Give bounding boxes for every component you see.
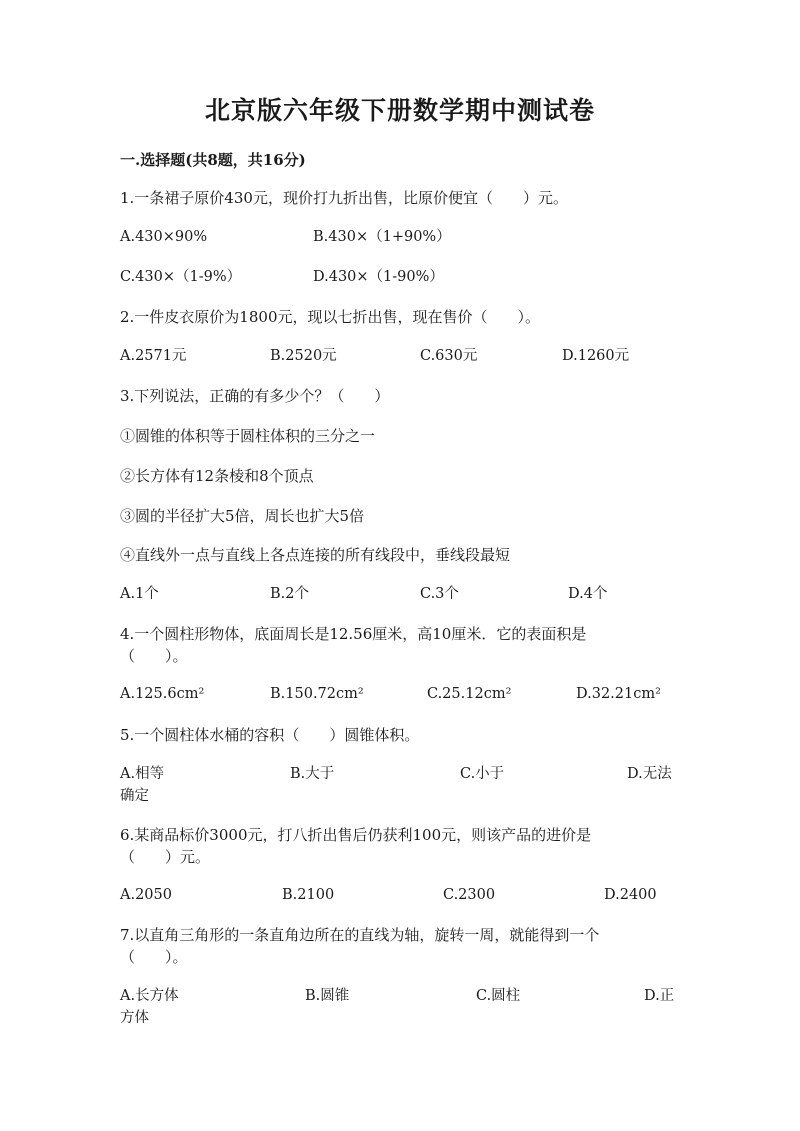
question-3-option-d: D.4个	[568, 586, 608, 602]
question-3-option-b: B.2个	[270, 586, 309, 602]
question-5-text: 5.一个圆柱体水桶的容积（ ）圆锥体积。	[120, 726, 420, 744]
question-3-option-c: C.3个	[420, 586, 459, 602]
question-6-text: 6.某商品标价3000元，打八折出售后仍获利100元，则该产品的进价是	[120, 826, 592, 844]
question-4-option-c: C.25.12cm²	[427, 686, 512, 702]
question-5-option-a: A.相等	[120, 766, 165, 782]
question-6-option-d: D.2400	[604, 887, 657, 903]
question-4-option-d: D.32.21cm²	[576, 686, 661, 702]
question-7-option-c: C.圆柱	[476, 988, 521, 1004]
question-6-text-cont: （ ）元。	[120, 848, 211, 866]
question-6-option-a: A.2050	[120, 887, 172, 903]
question-6-option-b: B.2100	[282, 887, 335, 903]
question-7-option-d: D.正	[644, 988, 675, 1004]
question-1-option-d: D.430×（1-90%）	[313, 269, 444, 285]
question-6-option-c: C.2300	[443, 887, 496, 903]
question-5-option-d: D.无法	[627, 766, 672, 782]
question-2-option-a: A.2571元	[120, 348, 187, 364]
question-3-statement-2: ②长方体有12条棱和8个顶点	[120, 467, 314, 485]
question-5-option-b: B.大于	[290, 766, 335, 782]
question-2-option-c: C.630元	[420, 348, 478, 364]
question-3-statement-1: ①圆锥的体积等于圆柱体积的三分之一	[120, 427, 376, 445]
question-5-option-d-cont: 确定	[120, 788, 149, 804]
question-3-text: 3.下列说法，正确的有多少个？（ ）	[120, 387, 390, 405]
question-2-option-b: B.2520元	[270, 348, 337, 364]
question-1-option-c: C.430×（1-9%）	[120, 269, 242, 285]
question-7-option-a: A.长方体	[120, 988, 179, 1004]
question-5-option-c: C.小于	[460, 766, 505, 782]
question-1-option-b: B.430×（1+90%）	[313, 229, 451, 245]
question-4-text: 4.一个圆柱形物体，底面周长是12.56厘米，高10厘米．它的表面积是	[120, 625, 587, 643]
question-2-option-d: D.1260元	[562, 348, 630, 364]
page-title: 北京版六年级下册数学期中测试卷	[204, 96, 595, 125]
question-4-option-a: A.125.6cm²	[120, 686, 205, 702]
question-3-statement-4: ④直线外一点与直线上各点连接的所有线段中，垂线段最短	[120, 546, 511, 564]
question-3-statement-3: ③圆的半径扩大5倍，周长也扩大5倍	[120, 507, 365, 525]
question-1-text: 1.一条裙子原价430元，现价打九折出售，比原价便宜（ ）元。	[120, 189, 568, 207]
question-7-text: 7.以直角三角形的一条直角边所在的直线为轴，旋转一周，就能得到一个	[120, 926, 600, 944]
question-1-option-a: A.430×90%	[120, 229, 208, 245]
question-7-text-cont: （ ）。	[120, 948, 188, 966]
question-4-text-cont: （ ）。	[120, 647, 188, 665]
section-heading: 一.选择题(共8题，共16分)	[120, 151, 306, 169]
question-2-text: 2.一件皮衣原价为1800元，现以七折出售，现在售价（ ）。	[120, 308, 540, 326]
question-3-option-a: A.1个	[120, 586, 159, 602]
question-4-option-b: B.150.72cm²	[270, 686, 364, 702]
question-7-option-d-cont: 方体	[120, 1010, 149, 1026]
question-7-option-b: B.圆锥	[305, 988, 350, 1004]
